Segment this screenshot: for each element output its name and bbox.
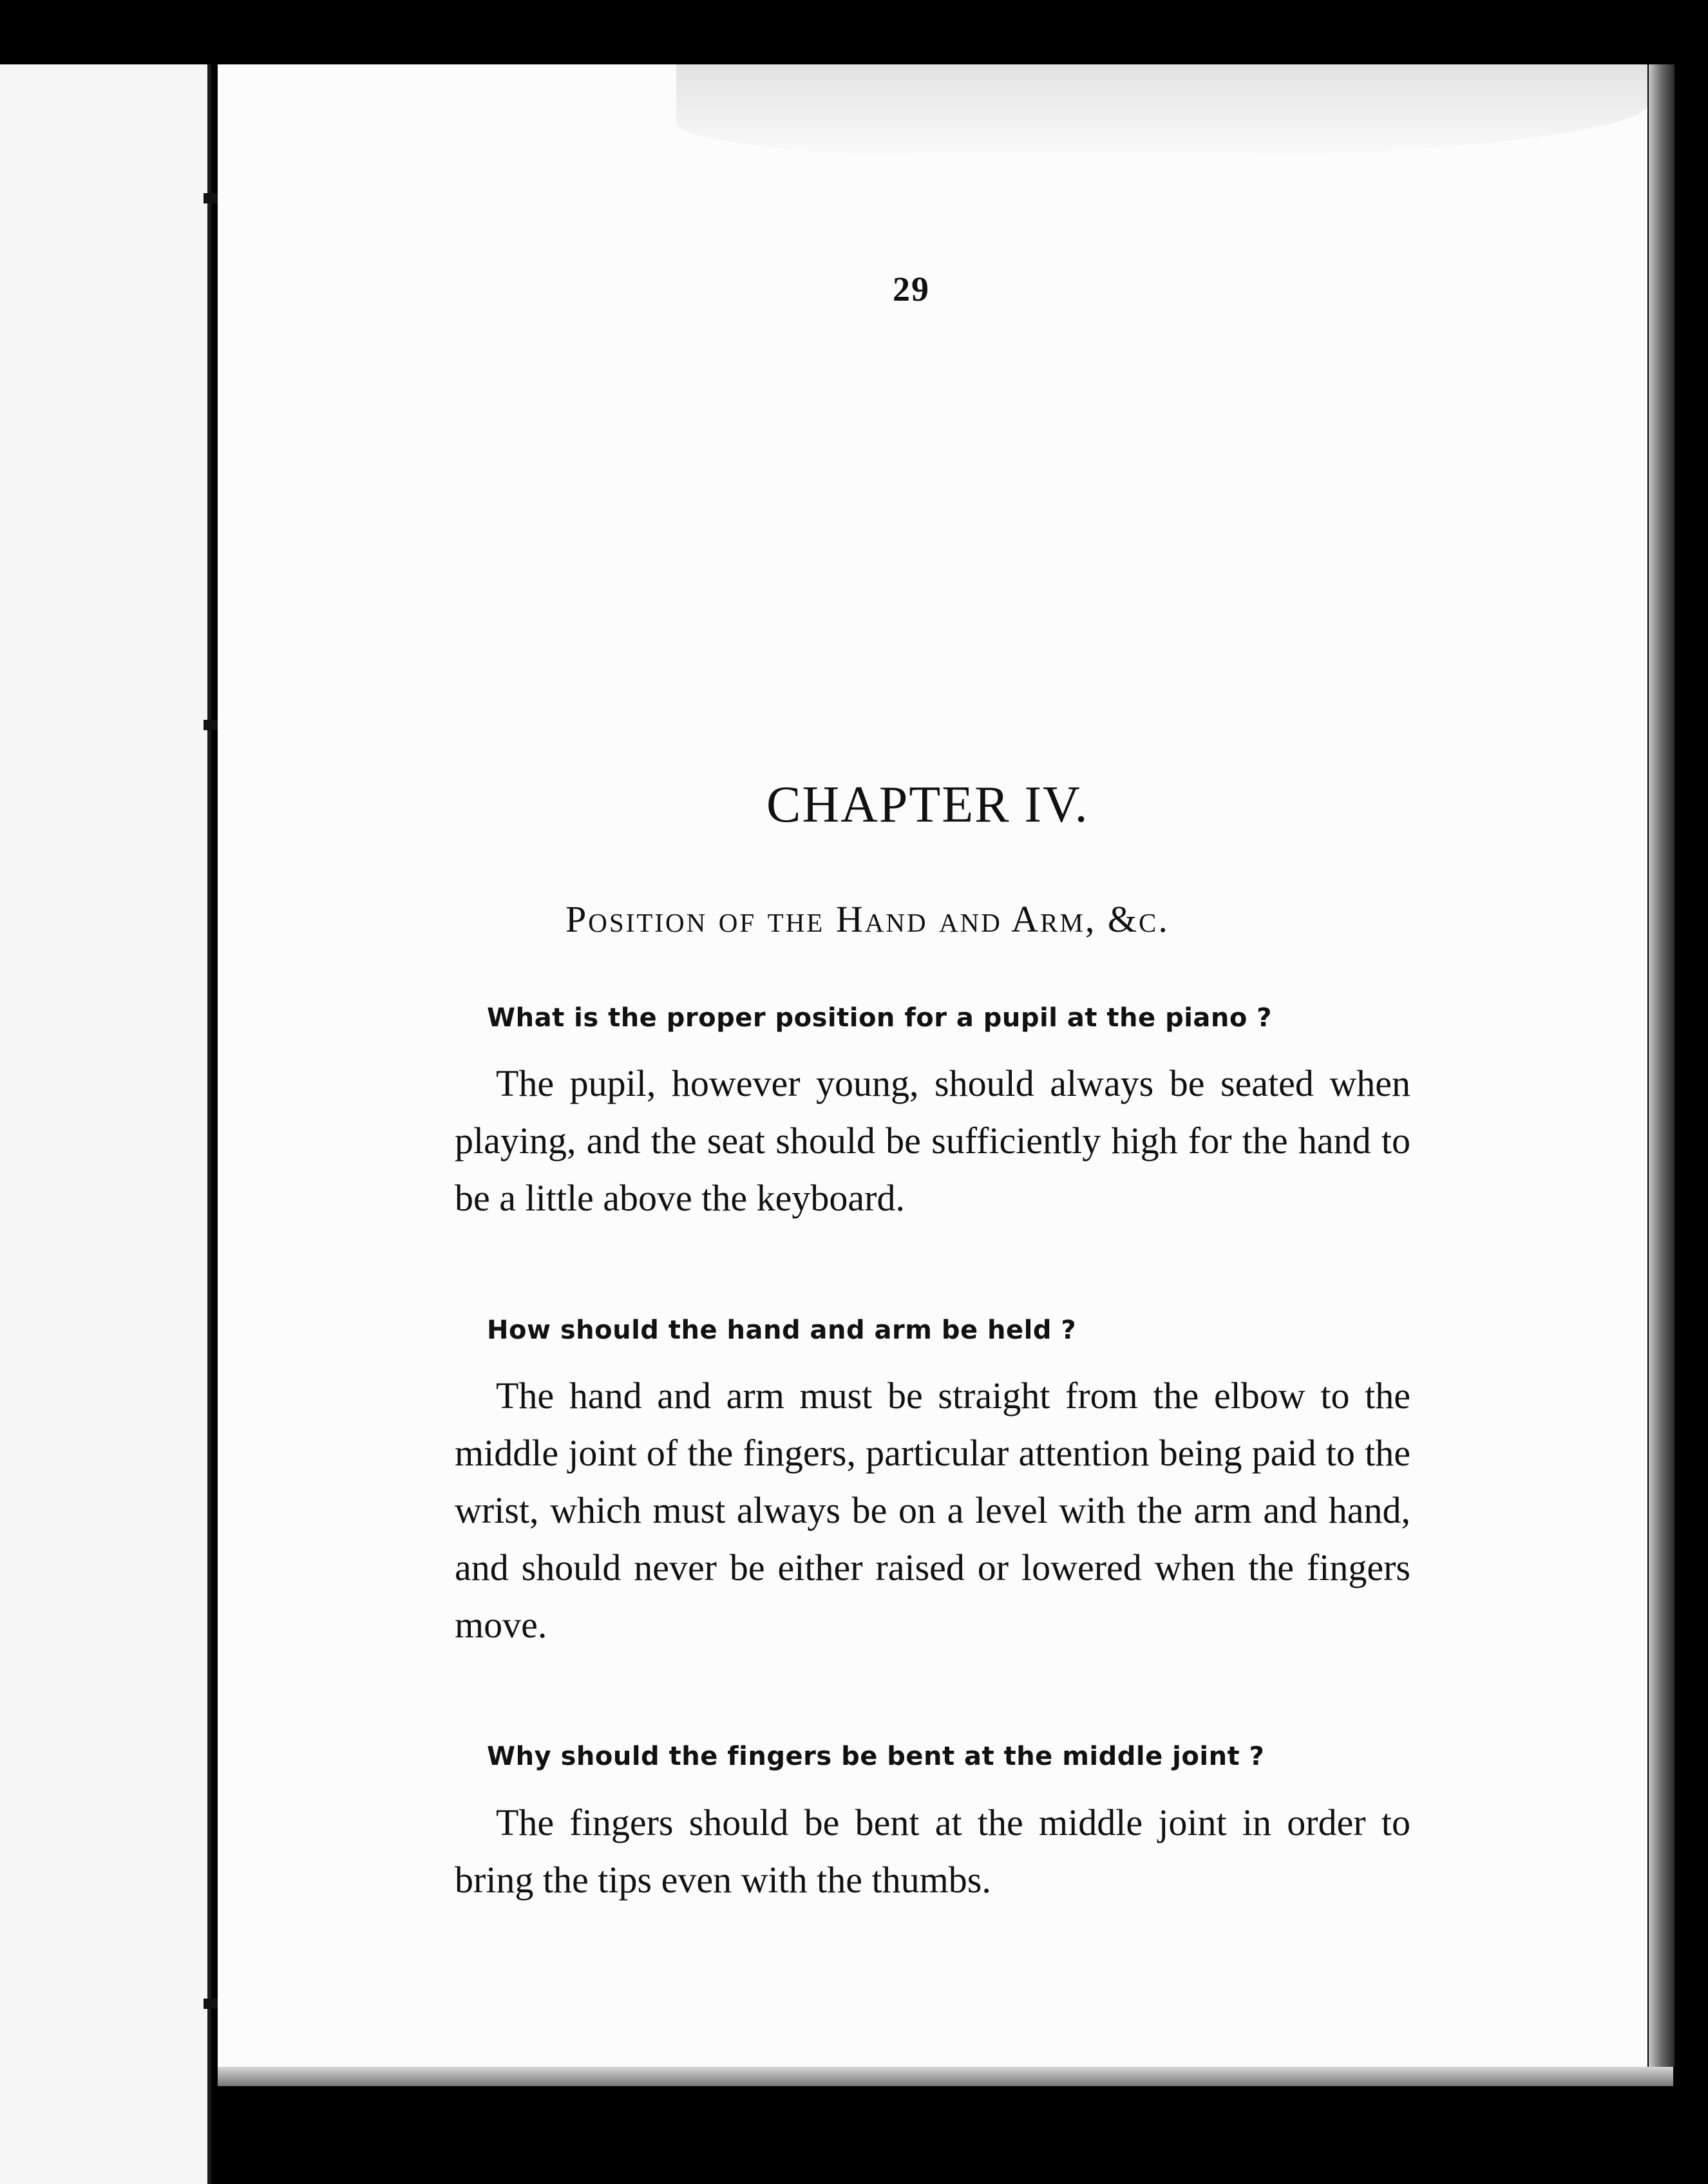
- question: What is the proper position for a pupil at the piano ?: [487, 1003, 1272, 1033]
- binding-mark: [204, 1999, 218, 2009]
- book-spine: [207, 64, 211, 2184]
- page-edge-right: [1649, 64, 1675, 2067]
- chapter-title: CHAPTER IV.: [766, 777, 1089, 833]
- answer: [455, 1794, 1410, 1908]
- binding-mark: [204, 720, 218, 730]
- answer-text: The fingers should be bent at the middle joint in order to bring the tips even with the thumbs.: [455, 1802, 1410, 1901]
- page-number: 29: [893, 270, 930, 308]
- binding-mark: [204, 193, 218, 203]
- answer-text: The pupil, however young, should always be seated when playing, and the seat should be sufficiently high for the hand to be a little above the keyboard.: [455, 1062, 1410, 1219]
- question: Why should the fingers be bent at the middle joint ?: [487, 1742, 1265, 1771]
- question: How should the hand and arm be held ?: [487, 1315, 1077, 1345]
- answer: [455, 1055, 1410, 1227]
- chapter-subtitle: Position of the Hand and Arm, &c.: [565, 898, 1170, 940]
- page-edge-bottom: [218, 2067, 1673, 2086]
- answer-text: The hand and arm must be straight from the elbow to the middle joint of the fingers, particular attention being paid to the wrist, which must always be on a level with the arm and hand, and should never be either raised or lowered when the fingers move.: [455, 1375, 1410, 1646]
- answer: [455, 1367, 1410, 1653]
- facing-page-edge: [0, 64, 207, 2184]
